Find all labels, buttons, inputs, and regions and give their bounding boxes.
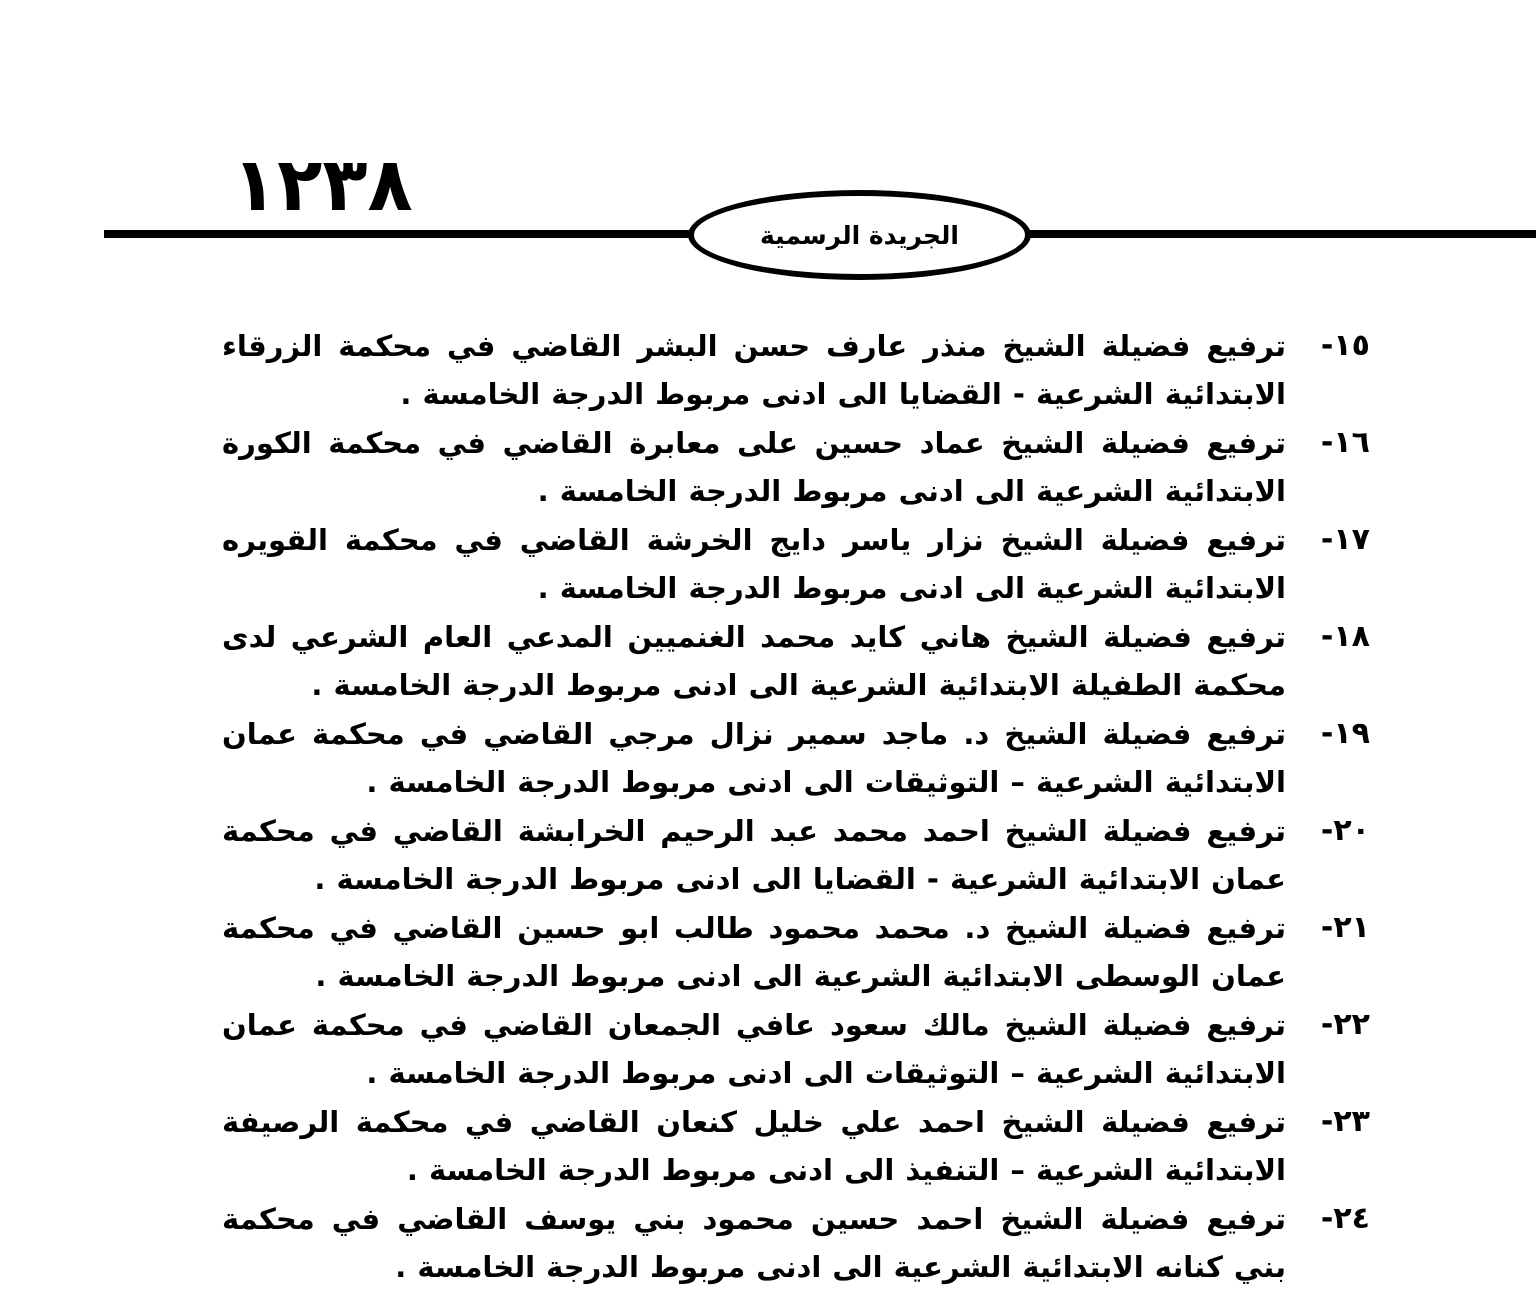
header-oval: [688, 190, 1031, 280]
entry-number: ٢١-: [1320, 910, 1370, 945]
entry-item: [222, 419, 1370, 516]
page-number: ١٢٣٨: [232, 142, 413, 228]
gazette-title: الجريدة الرسمية: [759, 220, 960, 250]
entry-number: ١٨-: [1320, 619, 1370, 654]
entry-text: ترفيع فضيلة الشيخ احمد محمد عبد الرحيم الخرابشة القاضي في محكمة عمان الابتدائية الشرعية - القضايا الى ادنى مربوط الدرجة الخامسة .: [222, 814, 1286, 896]
entry-text: ترفيع فضيلة الشيخ د. محمد محمود طالب ابو حسين القاضي في محكمة عمان الوسطى الابتدائية الشرعية الى ادنى مربوط الدرجة الخامسة .: [222, 911, 1286, 993]
entry-item: [222, 322, 1370, 419]
entries-list: [222, 322, 1370, 1292]
entry-item: [222, 1195, 1370, 1292]
entry-item: [222, 516, 1370, 613]
entry-text: ترفيع فضيلة الشيخ احمد علي خليل كنعان القاضي في محكمة الرصيفة الابتدائية الشرعية – التنفيذ الى ادنى مربوط الدرجة الخامسة .: [222, 1105, 1286, 1187]
entry-text: ترفيع فضيلة الشيخ منذر عارف حسن البشر القاضي في محكمة الزرقاء الابتدائية الشرعية - القضايا الى ادنى مربوط الدرجة الخامسة .: [222, 329, 1286, 411]
entry-number: ٢٤-: [1320, 1201, 1370, 1236]
entry-text: ترفيع فضيلة الشيخ هاني كايد محمد الغنميين المدعي العام الشرعي لدى محكمة الطفيلة الابتدائية الشرعية الى ادنى مربوط الدرجة الخامسة .: [222, 620, 1286, 702]
entry-item: [222, 613, 1370, 710]
entry-text: ترفيع فضيلة الشيخ نزار ياسر دايج الخرشة القاضي في محكمة القويره الابتدائية الشرعية الى ادنى مربوط الدرجة الخامسة .: [222, 523, 1286, 605]
entry-item: [222, 710, 1370, 807]
entry-number: ١٩-: [1320, 716, 1370, 751]
entry-text: ترفيع فضيلة الشيخ مالك سعود عافي الجمعان القاضي في محكمة عمان الابتدائية الشرعية – التوثيقات الى ادنى مربوط الدرجة الخامسة .: [222, 1008, 1286, 1090]
entry-item: [222, 1001, 1370, 1098]
entry-number: ١٥-: [1320, 328, 1370, 363]
entry-item: [222, 807, 1370, 904]
entry-item: [222, 1098, 1370, 1195]
entry-number: ٢٠-: [1320, 813, 1370, 848]
entry-number: ١٧-: [1320, 522, 1370, 557]
entry-number: ٢٢-: [1320, 1007, 1370, 1042]
entry-number: ٢٣-: [1320, 1104, 1370, 1139]
entry-text: ترفيع فضيلة الشيخ احمد حسين محمود بني يوسف القاضي في محكمة بني كنانه الابتدائية الشرعية الى ادنى مربوط الدرجة الخامسة .: [222, 1202, 1286, 1284]
entry-text: ترفيع فضيلة الشيخ عماد حسين على معابرة القاضي في محكمة الكورة الابتدائية الشرعية الى ادنى مربوط الدرجة الخامسة .: [222, 426, 1286, 508]
entry-item: [222, 904, 1370, 1001]
entry-text: ترفيع فضيلة الشيخ د. ماجد سمير نزال مرجي القاضي في محكمة عمان الابتدائية الشرعية – التوثيقات الى ادنى مربوط الدرجة الخامسة .: [222, 717, 1286, 799]
entry-number: ١٦-: [1320, 425, 1370, 460]
